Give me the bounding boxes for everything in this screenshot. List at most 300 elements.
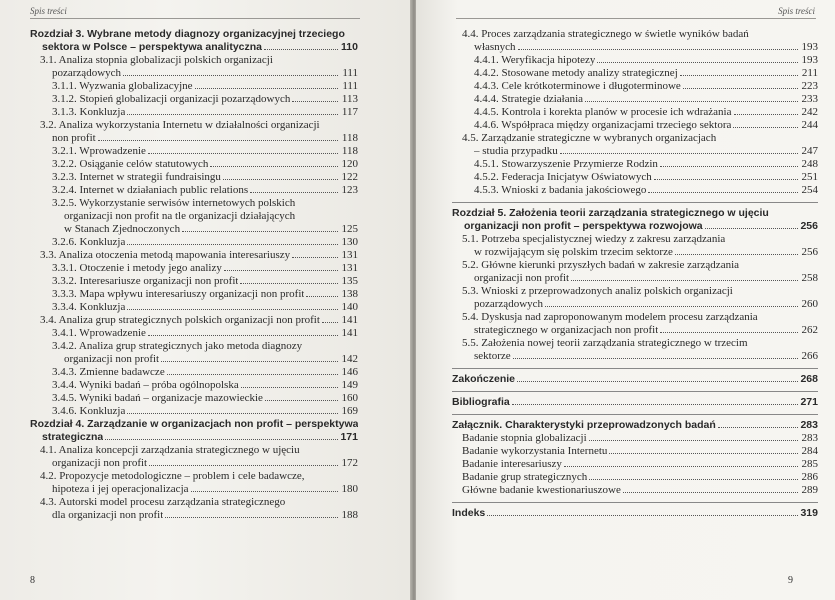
toc-entry [30, 236, 358, 249]
dot-leader [623, 492, 798, 493]
toc-entry-title: 3.2.5. Wykorzystanie serwisów internetowych polskich [52, 197, 296, 209]
dot-leader [224, 270, 338, 271]
toc-entry-title: w Stanach Zjednoczonych [64, 223, 181, 235]
dot-leader [487, 515, 798, 516]
toc-page-number: 284 [801, 445, 818, 457]
toc-entry-title: 5.2. Główne kierunki przyszłych badań w zakresie zarządzania [462, 259, 740, 271]
dot-leader [240, 283, 338, 284]
toc-page-number: 283 [800, 419, 818, 431]
toc-line [40, 470, 358, 483]
toc-line [40, 67, 358, 80]
toc-entry [452, 432, 818, 445]
toc-entry-title: 5.5. Założenia nowej teorii zarządzania strategicznego w trzecim [462, 337, 748, 349]
toc-entry [452, 106, 818, 119]
toc-entry-title: Rozdział 3. Wybrane metody diagnozy organizacyjnej trzeciego [30, 28, 345, 40]
toc-line [52, 80, 358, 93]
toc-page-number: 180 [341, 483, 358, 495]
toc-entry-title: pozarządowych [474, 298, 544, 310]
toc-line [30, 28, 358, 41]
dot-leader [517, 381, 798, 382]
toc-entry-title: Badanie stopnia globalizacji [462, 432, 587, 444]
toc-page-number: 193 [801, 41, 818, 53]
toc-page-number: 172 [341, 457, 358, 469]
toc-entry [30, 171, 358, 184]
toc-page-number: 223 [801, 80, 818, 92]
toc-page-number: 188 [341, 509, 358, 521]
toc-page-number: 262 [801, 324, 818, 336]
toc-chapter-entry [30, 418, 358, 444]
toc-page-number: 260 [801, 298, 818, 310]
toc-entry [30, 405, 358, 418]
toc-entry [30, 184, 358, 197]
toc-entry [30, 158, 358, 171]
toc-line [40, 132, 358, 145]
toc-entry-title: 3.4.6. Konkluzja [52, 405, 126, 417]
dot-leader [123, 75, 338, 76]
toc-entry [30, 54, 358, 80]
toc-entry-title: 5.1. Potrzeba specjalistycznej wiedzy z zakresu zarządzania [462, 233, 726, 245]
toc-page-number: 233 [801, 93, 818, 105]
toc-line [52, 288, 358, 301]
toc-line [40, 509, 358, 522]
toc-page-number: 123 [341, 184, 358, 196]
dot-leader [98, 140, 338, 141]
toc-entry [30, 496, 358, 522]
toc-entry-title: Załącznik. Charakterystyki przeprowadzonych badań [452, 419, 716, 431]
dot-leader [223, 179, 338, 180]
toc-entry-title: pozarządowych [52, 67, 122, 79]
toc-line [52, 275, 358, 288]
toc-entry [452, 93, 818, 106]
toc-entry-title: 4.4.4. Strategie działania [474, 93, 584, 105]
toc-line [52, 145, 358, 158]
toc-entry [452, 285, 818, 311]
toc-page-number: 141 [341, 314, 358, 326]
toc-line [462, 337, 818, 350]
toc-entry [30, 444, 358, 470]
toc-line [452, 507, 818, 520]
dot-leader [127, 309, 338, 310]
toc-entry-title: 4.4.1. Weryfikacja hipotezy [474, 54, 596, 66]
dot-leader [609, 453, 798, 454]
toc-page-number: 122 [341, 171, 358, 183]
toc-page-number: 319 [800, 507, 818, 519]
toc-entry-title: Badanie interesariuszy [462, 458, 562, 470]
toc-entry-title: 4.5.1. Stowarzyszenie Przymierze Rodzin [474, 158, 658, 170]
toc-entry [30, 288, 358, 301]
toc-line [452, 419, 818, 432]
dot-leader [149, 465, 338, 466]
toc-entry [30, 392, 358, 405]
toc-page-number: 271 [800, 396, 818, 408]
dot-leader [585, 101, 798, 102]
dot-leader [322, 322, 338, 323]
toc-entry [452, 171, 818, 184]
toc-line [40, 54, 358, 67]
toc-line [52, 405, 358, 418]
toc-entry-title: 4.2. Propozycje metodologiczne – problem i cele badawcze, [40, 470, 305, 482]
toc-line [452, 220, 818, 233]
toc-entry-title: 3.4.2. Analiza grup strategicznych jako metoda diagnozy [52, 340, 303, 352]
toc-page-number: 254 [801, 184, 818, 196]
toc-line [462, 458, 818, 471]
toc-entry [452, 337, 818, 363]
toc-entry-title: 3.2.3. Internet w strategii fundraisingu [52, 171, 221, 183]
toc-entry-title: Rozdział 5. Założenia teorii zarządzania strategicznego w ujęciu [452, 207, 769, 219]
toc-page-number: 160 [341, 392, 358, 404]
dot-leader [683, 88, 798, 89]
toc-entry-title: Bibliografia [452, 396, 510, 408]
dot-leader [161, 361, 338, 362]
toc-page-number: 256 [800, 220, 818, 232]
toc-line [452, 207, 818, 220]
toc-entry-title: 3.2.6. Konkluzja [52, 236, 126, 248]
toc-page-number: 125 [341, 223, 358, 235]
toc-page-number: 268 [800, 373, 818, 385]
toc-entry-title: 4.4.5. Kontrola i korekta planów w procesie ich wdrażania [474, 106, 732, 118]
dot-leader [264, 49, 338, 50]
toc-page-number: 111 [342, 67, 358, 79]
dot-leader [705, 228, 798, 229]
toc-page-number: 118 [341, 145, 358, 157]
toc-line [52, 158, 358, 171]
toc-entry [452, 158, 818, 171]
toc-line [462, 233, 818, 246]
dot-leader [105, 439, 338, 440]
toc-entry [30, 106, 358, 119]
toc-entry-title: strategicznego w organizacjach non profit [474, 324, 659, 336]
toc-entry [30, 327, 358, 340]
toc-page-number: 289 [801, 484, 818, 496]
toc-line [462, 272, 818, 285]
toc-line [462, 432, 818, 445]
toc-line [52, 366, 358, 379]
dot-leader [148, 153, 338, 154]
toc-entry [30, 80, 358, 93]
toc-line [462, 324, 818, 337]
toc-page-number: 120 [341, 158, 358, 170]
toc-entry [30, 119, 358, 145]
toc-entry [452, 311, 818, 337]
toc-line [40, 483, 358, 496]
toc-page-number: 193 [801, 54, 818, 66]
dot-leader [654, 179, 798, 180]
dot-leader [127, 413, 338, 414]
left-page [0, 0, 412, 600]
toc-line [52, 171, 358, 184]
section-divider [452, 414, 818, 415]
toc-line [474, 184, 818, 197]
toc-entry [452, 259, 818, 285]
toc-entry [30, 379, 358, 392]
dot-leader [127, 244, 338, 245]
toc-entry-title: 3.2.4. Internet w działaniach public relations [52, 184, 249, 196]
dot-leader [167, 374, 338, 375]
dot-leader [191, 491, 338, 492]
toc-page-number: 171 [340, 431, 358, 443]
dot-leader [733, 127, 798, 128]
toc-page-number: 110 [341, 41, 358, 53]
toc-entry-title: 3.3.3. Mapa wpływu interesariuszy organizacji non profit [52, 288, 305, 300]
toc-line [452, 373, 818, 386]
toc-page-number: 242 [801, 106, 818, 118]
toc-entry-title: 4.5.3. Wnioski z badania jakościowego [474, 184, 647, 196]
toc-page-number: 244 [801, 119, 818, 131]
toc-entry-title: 3.4. Analiza grup strategicznych polskich organizacji non profit [40, 314, 320, 326]
toc-entry [30, 275, 358, 288]
dot-leader [182, 231, 338, 232]
toc-entry [30, 145, 358, 158]
toc-line [462, 132, 818, 145]
toc-entry [30, 366, 358, 379]
dot-leader [195, 88, 338, 89]
dot-leader [545, 306, 798, 307]
toc-entry-title: 3.3.4. Konkluzja [52, 301, 126, 313]
right-page [416, 0, 835, 600]
toc-line [462, 471, 818, 484]
dot-leader [571, 280, 798, 281]
toc-entry-title: 4.4.6. Współpraca między organizacjami trzeciego sektora [474, 119, 732, 131]
toc-line [52, 236, 358, 249]
toc-entry-title: organizacji non profit – perspektywa rozwojowa [464, 220, 703, 232]
toc-entry-title: dla organizacji non profit [52, 509, 164, 521]
toc-entry-title: 3.1. Analiza stopnia globalizacji polskich organizacji [40, 54, 273, 66]
dot-leader [165, 517, 338, 518]
toc-page-number: 117 [341, 106, 358, 118]
toc-entry-title: non profit [52, 132, 96, 144]
toc-line [40, 249, 358, 262]
toc-entry-title: strategiczna [42, 431, 104, 443]
toc-entry-title: 4.4. Proces zarządzania strategicznego w świetle wyników badań [462, 28, 749, 40]
toc-entry-title: Badanie grup strategicznych [462, 471, 588, 483]
toc-entry-title: 3.2.1. Wprowadzenie [52, 145, 146, 157]
toc-entry-title: 4.4.2. Stosowane metody analizy strategicznej [474, 67, 678, 79]
toc-line [52, 106, 358, 119]
toc-page-number: 113 [341, 93, 358, 105]
toc-entry [30, 314, 358, 327]
toc-entry [452, 28, 818, 54]
dot-leader [292, 101, 338, 102]
toc-line [52, 379, 358, 392]
toc-entry [30, 340, 358, 366]
section-divider [452, 202, 818, 203]
toc-entry [452, 184, 818, 197]
toc-entry-title: 3.2.2. Osiąganie celów statutowych [52, 158, 209, 170]
toc-entry [30, 197, 358, 236]
toc-entry-title: w rozwijającym się polskim trzecim sektorze [474, 246, 673, 258]
toc-left [30, 28, 358, 522]
toc-entry-title: 3.1.3. Konkluzja [52, 106, 126, 118]
toc-entry-title: 3.3.1. Otoczenie i metody jego analizy [52, 262, 222, 274]
toc-entry-title: 3.4.1. Wprowadzenie [52, 327, 146, 339]
dot-leader [306, 296, 338, 297]
toc-line [462, 41, 818, 54]
toc-line [52, 197, 358, 210]
toc-entry [452, 80, 818, 93]
toc-line [52, 210, 358, 223]
toc-page-number: 258 [801, 272, 818, 284]
toc-entry-title: Rozdział 4. Zarządzanie w organizacjach non profit – perspektywa [30, 418, 358, 430]
toc-page-number: 169 [341, 405, 358, 417]
toc-entry-title: organizacji non profit [52, 457, 148, 469]
dot-leader [660, 166, 798, 167]
toc-entry [452, 54, 818, 67]
toc-page-number: 140 [341, 301, 358, 313]
toc-line [462, 259, 818, 272]
toc-line [474, 171, 818, 184]
toc-page-number: 142 [341, 353, 358, 365]
toc-line [30, 418, 358, 431]
dot-leader [241, 387, 338, 388]
toc-line [462, 298, 818, 311]
toc-line [462, 285, 818, 298]
toc-entry-title: 4.4.3. Cele krótkoterminowe i długoterminowe [474, 80, 681, 92]
dot-leader [560, 153, 798, 154]
dot-leader [648, 192, 798, 193]
section-divider [452, 391, 818, 392]
dot-leader [589, 440, 798, 441]
toc-line [452, 396, 818, 409]
toc-line [474, 54, 818, 67]
toc-chapter-entry [30, 28, 358, 54]
toc-line [40, 496, 358, 509]
toc-entry [452, 67, 818, 80]
dot-leader [210, 166, 338, 167]
dot-leader [265, 400, 338, 401]
toc-entry-title: Główne badanie kwestionariuszowe [462, 484, 621, 496]
toc-chapter-entry [452, 396, 818, 409]
toc-entry-title: sektora w Polsce – perspektywa analityczna [42, 41, 263, 53]
toc-page-number: 111 [342, 80, 358, 92]
toc-line [462, 484, 818, 497]
toc-entry-title: 4.5.2. Federacja Inicjatyw Oświatowych [474, 171, 652, 183]
toc-page-number: 248 [801, 158, 818, 170]
toc-entry [30, 262, 358, 275]
toc-line [462, 445, 818, 458]
toc-line [474, 80, 818, 93]
dot-leader [512, 404, 798, 405]
dot-leader [513, 358, 798, 359]
toc-page-number: 247 [801, 145, 818, 157]
toc-line [52, 353, 358, 366]
dot-leader [518, 49, 798, 50]
toc-page-number: 118 [341, 132, 358, 144]
toc-page-number: 285 [801, 458, 818, 470]
toc-page-number: 131 [341, 262, 358, 274]
toc-entry [452, 445, 818, 458]
header-rule-right [456, 18, 816, 19]
toc-entry-title: sektorze [474, 350, 511, 362]
toc-line [474, 158, 818, 171]
toc-chapter-entry [452, 207, 818, 233]
toc-line [40, 119, 358, 132]
toc-chapter-entry [452, 373, 818, 386]
toc-page-number: 266 [801, 350, 818, 362]
toc-entry-title: 5.3. Wnioski z przeprowadzonych analiz polskich organizacji [462, 285, 733, 297]
page-number-left: 8 [30, 575, 35, 586]
toc-entry-title: 3.2. Analiza wykorzystania Internetu w działalności organizacji [40, 119, 320, 131]
toc-page-number: 211 [801, 67, 818, 79]
toc-page-number: 149 [341, 379, 358, 391]
toc-entry-title: 5.4. Dyskusja nad zaproponowanym modelem procesu zarządzania [462, 311, 758, 323]
toc-line [52, 93, 358, 106]
header-rule-left [30, 18, 360, 19]
toc-entry-title: organizacji non profit [64, 353, 160, 365]
toc-chapter-entry [452, 419, 818, 432]
toc-entry [30, 93, 358, 106]
toc-line [52, 327, 358, 340]
toc-line [52, 340, 358, 353]
toc-page-number: 141 [341, 327, 358, 339]
toc-entry-title: 3.4.4. Wyniki badań – próba ogólnopolska [52, 379, 239, 391]
toc-line [40, 457, 358, 470]
toc-entry-title: Zakończenie [452, 373, 516, 385]
toc-page-number: 251 [801, 171, 818, 183]
toc-page-number: 256 [801, 246, 818, 258]
dot-leader [292, 257, 338, 258]
dot-leader [597, 62, 798, 63]
toc-entry-title: 3.4.3. Zmienne badawcze [52, 366, 165, 378]
toc-page-number: 286 [801, 471, 818, 483]
page-number-right: 9 [788, 575, 793, 586]
dot-leader [680, 75, 798, 76]
toc-entry-title: 3.4.5. Wyniki badań – organizacje mazowieckie [52, 392, 263, 404]
toc-chapter-entry [452, 507, 818, 520]
toc-line [52, 223, 358, 236]
toc-line [30, 431, 358, 444]
toc-page-number: 283 [801, 432, 818, 444]
toc-line [40, 444, 358, 457]
toc-line [462, 28, 818, 41]
toc-line [52, 301, 358, 314]
toc-line [52, 392, 358, 405]
running-head-right: Spis treści [778, 6, 815, 16]
toc-entry-title: hipoteza i jej operacjonalizacja [52, 483, 189, 495]
dot-leader [660, 332, 798, 333]
toc-entry [452, 484, 818, 497]
dot-leader [734, 114, 799, 115]
running-head-left: Spis treści [30, 6, 67, 16]
toc-entry-title: Badanie wykorzystania Internetu [462, 445, 608, 457]
toc-page-number: 146 [341, 366, 358, 378]
toc-entry [452, 233, 818, 259]
toc-line [474, 119, 818, 132]
section-divider [452, 368, 818, 369]
toc-page-number: 138 [341, 288, 358, 300]
toc-entry-title: 3.1.1. Wyzwania globalizacyjne [52, 80, 193, 92]
toc-line [462, 145, 818, 158]
toc-entry [30, 470, 358, 496]
toc-entry-title: Indeks [452, 507, 486, 519]
toc-line [474, 67, 818, 80]
toc-line [40, 314, 358, 327]
toc-entry [30, 249, 358, 262]
toc-entry-title: 4.5. Zarządzanie strategiczne w wybranych organizacjach [462, 132, 717, 144]
toc-page-number: 130 [341, 236, 358, 248]
toc-entry-title: 3.1.2. Stopień globalizacji organizacji pozarządowych [52, 93, 291, 105]
toc-entry-title: 4.3. Autorski model procesu zarządzania strategicznego [40, 496, 286, 508]
toc-page-number: 131 [341, 249, 358, 261]
toc-line [462, 246, 818, 259]
toc-entry-title: 3.3. Analiza otoczenia metodą mapowania interesariuszy [40, 249, 291, 261]
dot-leader [675, 254, 798, 255]
toc-line [52, 262, 358, 275]
toc-entry-title: własnych [474, 41, 516, 53]
section-divider [452, 502, 818, 503]
dot-leader [250, 192, 338, 193]
toc-entry [452, 471, 818, 484]
dot-leader [148, 335, 338, 336]
